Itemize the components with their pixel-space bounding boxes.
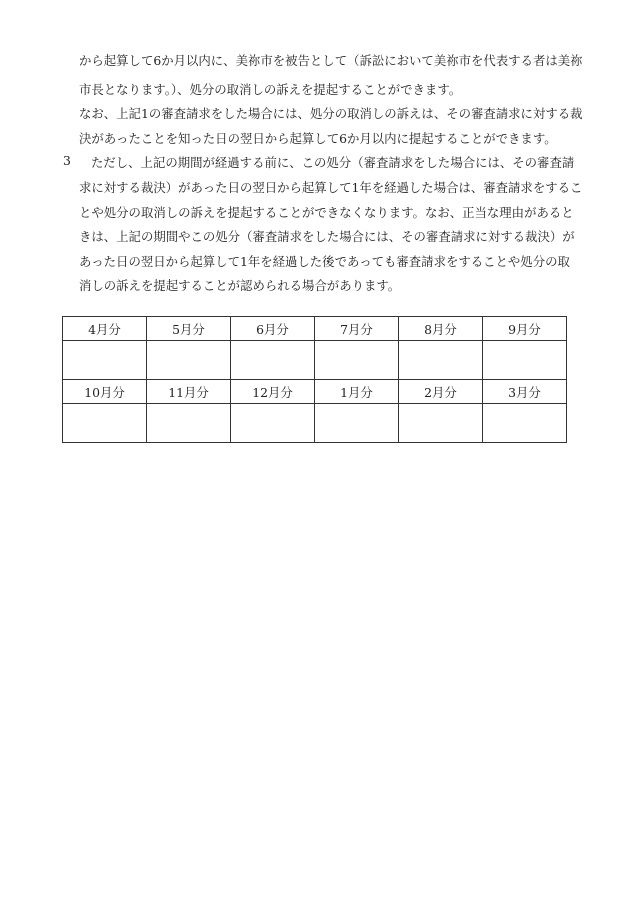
blank-cell: [63, 341, 147, 380]
month-cell: 1月分: [315, 380, 399, 404]
blank-cell: [483, 404, 567, 443]
month-cell: 11月分: [147, 380, 231, 404]
text-line: とや処分の取消しの訴えを提起することができなくなります。なお、正当な理由があると: [79, 205, 574, 220]
blank-cell: [315, 404, 399, 443]
item-number: 3: [63, 153, 71, 168]
blank-cell: [63, 404, 147, 443]
table-blank-row: [63, 341, 567, 380]
text-line: 消しの訴えを提起することが認められる場合があります。: [79, 278, 401, 293]
month-cell: 12月分: [231, 380, 315, 404]
blank-cell: [231, 404, 315, 443]
table-header-row: [63, 317, 567, 341]
month-cell: 4月分: [63, 317, 147, 341]
text-line: あった日の翌日から起算して1年を経過した後であっても審査請求をすることや処分の取: [79, 254, 570, 269]
text-line: 市長となります。）、処分の取消しの訴えを提起することができます。: [79, 82, 462, 97]
table-blank-row: [63, 404, 567, 443]
month-cell: 2月分: [399, 380, 483, 404]
table-header-row: [63, 380, 567, 404]
month-cell: 9月分: [483, 317, 567, 341]
blank-cell: [399, 404, 483, 443]
blank-cell: [147, 341, 231, 380]
text-line: きは、上記の期間やこの処分（審査請求をした場合には、その審査請求に対する裁決）が: [79, 229, 575, 244]
month-cell: 5月分: [147, 317, 231, 341]
blank-cell: [231, 341, 315, 380]
month-cell: 6月分: [231, 317, 315, 341]
text-line: 決があったことを知った日の翌日から起算して6か月以内に提起することができます。: [79, 131, 557, 146]
text-line: 求に対する裁決）があった日の翌日から起算して1年を経過した場合は、審査請求をするこ: [79, 180, 583, 195]
text-line: ただし、上記の期間が経過する前に、この処分（審査請求をした場合には、その審査請: [91, 155, 575, 170]
text-line: なお、上記1の審査請求をした場合には、処分の取消しの訴えは、その審査請求に対する裁: [79, 106, 583, 121]
month-cell: 3月分: [483, 380, 567, 404]
blank-cell: [483, 341, 567, 380]
month-cell: 7月分: [315, 317, 399, 341]
month-cell: 8月分: [399, 317, 483, 341]
monthly-table: [62, 316, 567, 443]
month-cell: 10月分: [63, 380, 147, 404]
text-line: から起算して6か月以内に、美祢市を被告として（訴訟において美祢市を代表する者は美祢: [79, 53, 583, 68]
blank-cell: [399, 341, 483, 380]
blank-cell: [315, 341, 399, 380]
blank-cell: [147, 404, 231, 443]
